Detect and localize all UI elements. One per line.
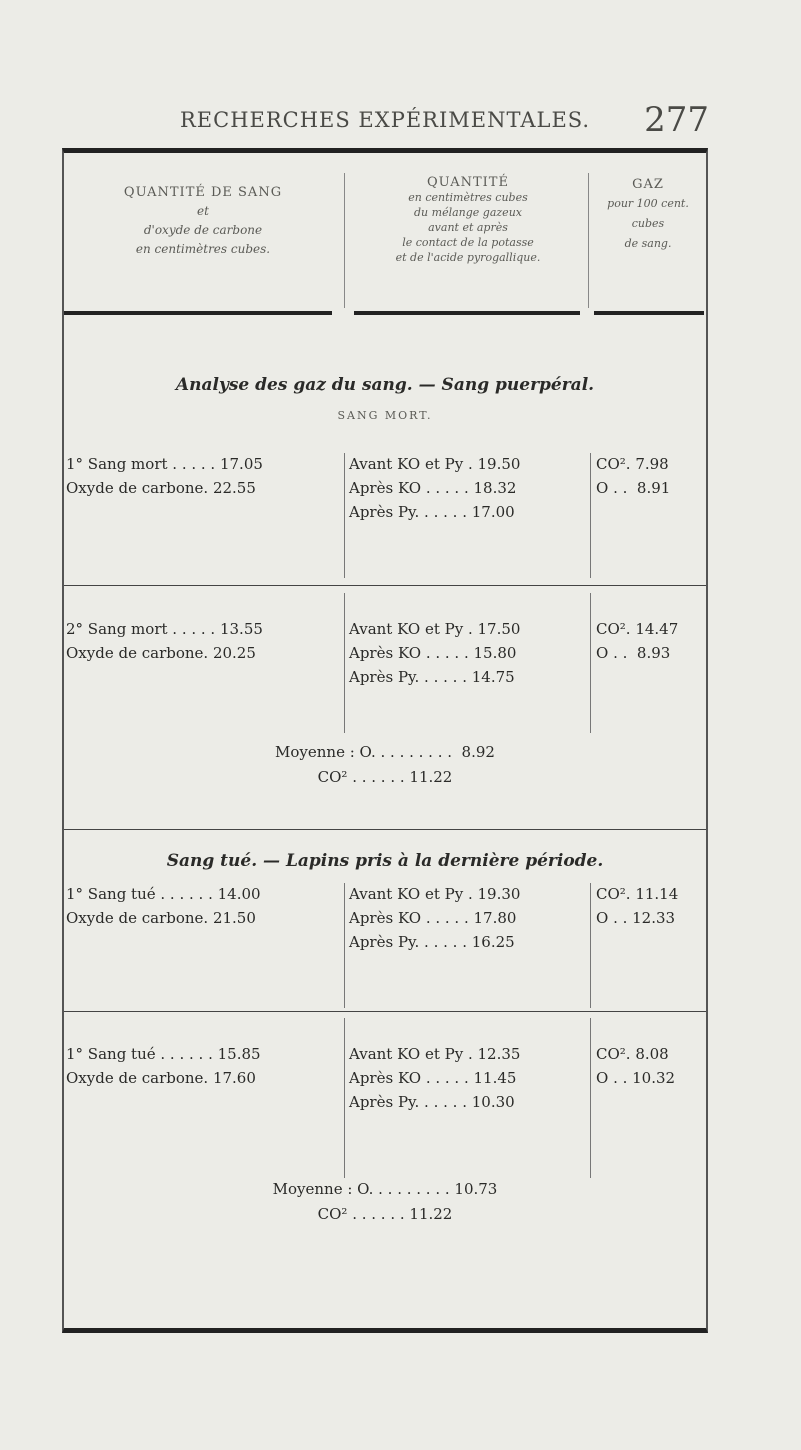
gas-result: O . . 10.32	[596, 1069, 676, 1087]
measurement-line: Après KO . . . . . 17.80	[349, 909, 517, 927]
column-header-quantity-blood: QUANTITÉ DE SANG et d'oxyde de carbone en centimètres cubes.	[123, 185, 283, 256]
column-divider	[344, 883, 345, 1008]
page-header	[0, 100, 801, 140]
header-rule	[354, 311, 580, 315]
average-oxygen: Moyenne : O. . . . . . . . . 8.92	[275, 743, 495, 761]
sample-line: Oxyde de carbone. 21.50	[66, 909, 256, 927]
average-co2: CO² . . . . . . 11.22	[317, 1205, 453, 1223]
sample-line: 1° Sang mort . . . . . 17.05	[66, 455, 263, 473]
gas-result: O . . 12.33	[596, 909, 676, 927]
measurement-line: Avant KO et Py . 19.50	[349, 455, 521, 473]
row-separator	[64, 1011, 706, 1012]
column-divider	[344, 593, 345, 733]
column-divider	[590, 883, 591, 1008]
section-subtitle: SANG MORT.	[337, 409, 433, 422]
average-co2: CO² . . . . . . 11.22	[317, 768, 453, 786]
measurement-line: Après Py. . . . . . 17.00	[349, 503, 515, 521]
sample-line: Oxyde de carbone. 17.60	[66, 1069, 256, 1087]
column-divider	[590, 453, 591, 578]
sample-line: 1° Sang tué . . . . . . 14.00	[66, 885, 261, 903]
data-block	[64, 1043, 706, 1193]
header-rule	[64, 311, 332, 315]
column-headers	[64, 153, 706, 313]
section-title: Sang tué. — Lapins pris à la dernière période.	[166, 851, 604, 871]
average-oxygen: Moyenne : O. . . . . . . . . 10.73	[272, 1180, 498, 1198]
measurement-line: Avant KO et Py . 12.35	[349, 1045, 521, 1063]
column-divider	[344, 453, 345, 578]
column-divider	[590, 593, 591, 733]
section-title: Analyse des gaz du sang. — Sang puerpéral.	[175, 375, 595, 395]
column-divider	[590, 1018, 591, 1178]
sample-line: 2° Sang mort . . . . . 13.55	[66, 620, 263, 638]
sample-line: Oxyde de carbone. 20.25	[66, 644, 256, 662]
row-separator	[64, 585, 706, 586]
measurement-line: Après Py. . . . . . 10.30	[349, 1093, 515, 1111]
gas-result: O . . 8.93	[596, 644, 671, 662]
data-table	[62, 148, 708, 1333]
measurement-line: Après Py. . . . . . 16.25	[349, 933, 515, 951]
row-separator	[64, 829, 706, 830]
sample-line: Oxyde de carbone. 22.55	[66, 479, 256, 497]
gas-result: CO². 11.14	[596, 885, 679, 903]
column-divider	[588, 173, 589, 308]
gas-result: O . . 8.91	[596, 479, 671, 497]
page-number: 277	[644, 100, 709, 140]
running-head: RECHERCHES EXPÉRIMENTALES.	[180, 108, 591, 132]
measurement-line: Après KO . . . . . 18.32	[349, 479, 517, 497]
measurement-line: Avant KO et Py . 19.30	[349, 885, 521, 903]
column-header-quantity-gas: QUANTITÉ en centimètres cubes du mélange gazeux avant et après le contact de la potasse et de l'acide pyrogallique.	[395, 175, 541, 264]
gas-result: CO². 7.98	[596, 455, 669, 473]
column-divider	[344, 173, 345, 308]
measurement-line: Avant KO et Py . 17.50	[349, 620, 521, 638]
gas-result: CO². 14.47	[596, 620, 679, 638]
data-block	[64, 453, 706, 603]
measurement-line: Après KO . . . . . 15.80	[349, 644, 517, 662]
measurement-line: Après Py. . . . . . 14.75	[349, 668, 515, 686]
gas-result: CO². 8.08	[596, 1045, 669, 1063]
measurement-line: Après KO . . . . . 11.45	[349, 1069, 517, 1087]
header-rule	[594, 311, 704, 315]
column-header-gas-per-100: GAZ pour 100 cent. cubes de sang.	[607, 177, 689, 250]
column-divider	[344, 1018, 345, 1178]
sample-line: 1° Sang tué . . . . . . 15.85	[66, 1045, 261, 1063]
